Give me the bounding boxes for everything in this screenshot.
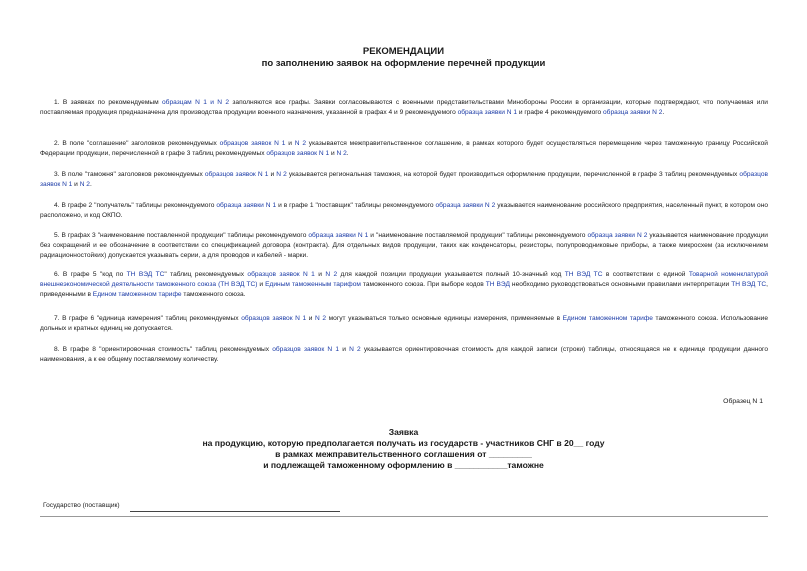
text: 8. В графе 8 "ориентировочная стоимость" таблиц рекомендуемых	[54, 346, 273, 353]
text: и	[314, 271, 326, 278]
text: таможенного союза. Использование дольных и кратных единиц не допускается.	[40, 315, 769, 332]
state-supplier-label: Государство (поставщик)	[43, 502, 120, 509]
application-subtitle-line: в рамках межправительственного соглашения от _________	[275, 449, 532, 459]
text: .	[662, 109, 665, 116]
text: 6. В графе 5 "код по	[54, 271, 127, 278]
text: указывается наименование продукции без сокращений и ее обозначение в соответствии со спецификацией договора (контракта). Для отдельных видов продукции, таких как конденсаторы, резисторы, полупроводниковые приборы, а также микросхем (за исключением радиационностойких) допускается указывать серии, а для проводов и кабелей - марки.	[40, 232, 768, 259]
link-tn-ved[interactable]: ТН ВЭД	[485, 281, 510, 288]
text: и	[285, 140, 295, 147]
link-n2[interactable]: N 2	[294, 140, 306, 147]
link-tn-ved-ts[interactable]: ТН ВЭД ТС	[564, 271, 603, 278]
link-n2[interactable]: N 2	[349, 346, 361, 353]
link-n2[interactable]: N 2	[79, 181, 90, 188]
text: 7. В графе 6 "единица измерения" таблиц рекомендуемых	[54, 315, 242, 322]
link-sample-1[interactable]: образца заявки N 1	[216, 202, 277, 209]
text: таможенного союза.	[181, 291, 246, 298]
link-sample-2[interactable]: образца заявки N 2	[435, 202, 496, 209]
text: " таблиц рекомендуемых	[164, 271, 248, 278]
link-samples-1[interactable]: образцов заявок N 1	[247, 271, 315, 278]
application-subtitle-line: на продукцию, которую предполагается получать из государств - участников СНГ в 20__ году	[202, 438, 605, 448]
link-n2[interactable]: N 2	[276, 171, 287, 178]
text: и графе 4 рекомендуемого	[517, 109, 604, 116]
application-subtitle-line: и подлежащей таможенному оформлению в ___________таможне	[263, 460, 544, 470]
document-title: РЕКОМЕНДАЦИИ	[362, 46, 445, 57]
text: 2. В поле "соглашение" заголовков рекомендуемых	[54, 140, 220, 147]
text: и	[72, 181, 80, 188]
link-tn-ved-nomenclature[interactable]: Товарной номенклатурой внешнеэкономической деятельности таможенного союза (ТН ВЭД ТС)	[40, 271, 768, 288]
paragraph-5	[40, 231, 768, 261]
link-tn-ved-ts[interactable]: ТН ВЭД ТС	[731, 281, 767, 288]
text: и "наименование поставляемой продукции" таблицы рекомендуемого	[368, 232, 588, 239]
link-n2[interactable]: N 2	[336, 150, 347, 157]
link-customs-tariff[interactable]: Единым таможенным тарифом	[265, 281, 361, 288]
text: и	[268, 171, 277, 178]
text: 1. В заявках по рекомендуемым	[54, 99, 163, 106]
paragraph-2	[40, 139, 768, 159]
text: для каждой позиции продукции указывается полный 10-значный код	[337, 271, 565, 278]
text: указывается ориентировочная стоимость для каждой записи (строки) таблицы, относящаяся не к единице продукции данного наименования, а к ее общему поставляемому количеству.	[40, 346, 768, 363]
application-title: Заявка	[388, 427, 419, 437]
link-sample-1[interactable]: образца заявки N 1	[457, 109, 517, 116]
sample-label: Образец N 1	[723, 398, 763, 405]
text: 3. В поле "таможня" заголовков рекомендуемых	[54, 171, 205, 178]
text: и	[339, 346, 350, 353]
text: , приведенными в	[40, 281, 768, 298]
paragraph-7	[40, 314, 768, 334]
paragraph-3	[40, 170, 768, 190]
link-customs-tariff[interactable]: Едином таможенном тарифе	[562, 315, 653, 322]
text: .	[346, 150, 349, 157]
link-n2[interactable]: N 2	[325, 271, 338, 278]
paragraph-1	[40, 98, 768, 118]
link-samples-1-2[interactable]: образцам N 1 и N 2	[162, 99, 230, 106]
text: и	[257, 281, 266, 288]
text: таможенного союза. При выборе кодов	[360, 281, 486, 288]
text: могут указываться только основные единицы измерения, применяемые в	[326, 315, 563, 322]
document-subtitle: по заполнению заявок на оформление перечней продукции	[261, 58, 546, 69]
link-samples-1[interactable]: образцов заявок N 1	[204, 171, 269, 178]
link-n2[interactable]: N 2	[315, 315, 327, 322]
link-samples-1[interactable]: образцов заявок N 1	[272, 346, 340, 353]
text: и	[329, 150, 337, 157]
link-samples-1[interactable]: образцов заявок N 1	[219, 140, 286, 147]
text: в соответствии с единой	[602, 271, 689, 278]
link-sample-2[interactable]: образца заявки N 2	[587, 232, 648, 239]
paragraph-8	[40, 345, 768, 365]
text: 5. В графах 3 "наименование поставленной продукции" таблицы рекомендуемого	[54, 232, 309, 239]
text: и в графе 1 "поставщик" таблицы рекомендуемого	[276, 202, 436, 209]
text: 4. В графе 2 "получатель" таблицы рекомендуемого	[54, 202, 217, 209]
text: указывается наименование российского предприятия, населенный пункт, в котором оно расположено, и код ОКПО.	[40, 202, 769, 219]
link-samples-1[interactable]: образцов заявок N 1	[266, 150, 330, 157]
text: необходимо руководствоваться основными правилами интерпретации	[509, 281, 732, 288]
paragraph-6	[40, 270, 768, 300]
state-supplier-field-line	[130, 511, 340, 512]
link-sample-2[interactable]: образца заявки N 2	[603, 109, 663, 116]
text: указывается межправительственное соглашение, в рамках которого будет осуществляться перемещение через таможенную границу Российской Федерации продукции, перечисленной в графе 3 таблиц рекомендуемых	[40, 140, 768, 157]
paragraph-4	[40, 201, 768, 221]
text: и	[306, 315, 316, 322]
link-samples-1[interactable]: образцов заявок N 1	[241, 315, 307, 322]
link-samples-1[interactable]: образцов заявок N 1	[40, 171, 769, 188]
divider	[40, 516, 768, 517]
text: заполняются все графы. Заявки согласовываются с военными представительствами Минобороны России в организации, которые подтверждают, что получаемая или поставляемая продукция предназначена для производства продукции военного назначения, указанной в графах 4 и 9 рекомендуемого	[40, 99, 768, 116]
link-sample-1[interactable]: образца заявки N 1	[308, 232, 369, 239]
link-tn-ved-ts[interactable]: ТН ВЭД ТС	[126, 271, 165, 278]
text: .	[89, 181, 92, 188]
text: указывается региональная таможня, на которой будет производиться оформление продукции, перечисленной в графе 3 таблиц рекомендуемых	[286, 171, 740, 178]
link-customs-tariff[interactable]: Едином таможенном тарифе	[92, 291, 182, 298]
